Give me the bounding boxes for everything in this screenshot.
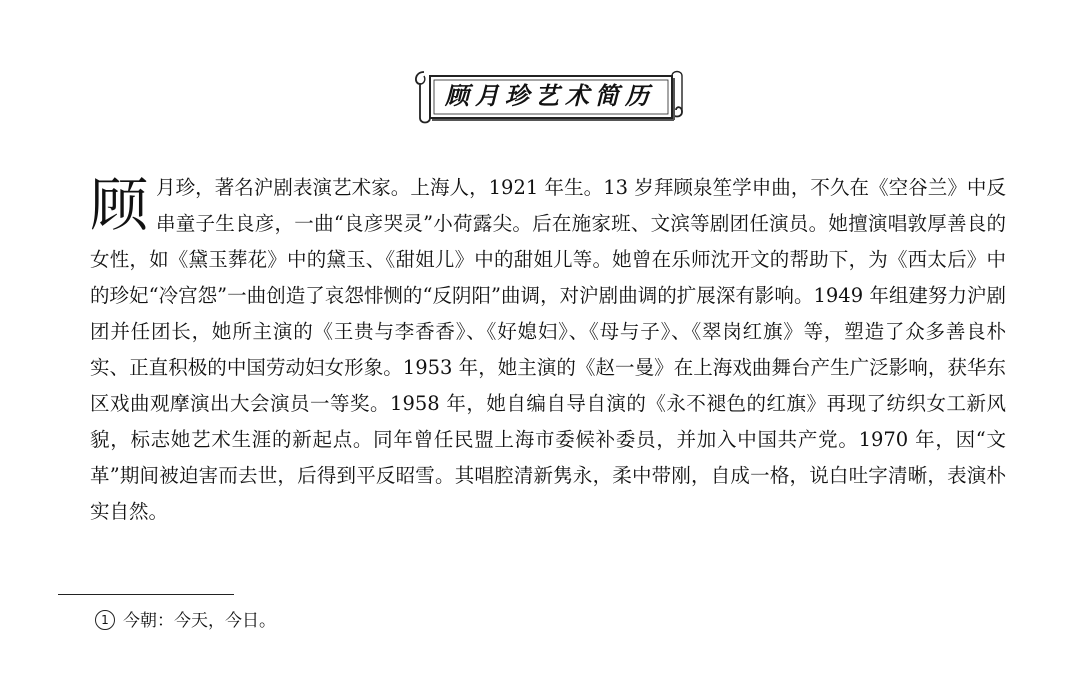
article-title: 顾月珍艺术简历 xyxy=(445,82,655,110)
title-banner xyxy=(410,66,690,128)
footnote xyxy=(95,608,276,634)
footnote-text: 今朝：今天，今日。 xyxy=(123,611,276,631)
drop-cap: 顾 xyxy=(90,171,149,239)
footnote-divider xyxy=(58,594,234,595)
biography-body xyxy=(90,170,1006,530)
footnote-marker: 1 xyxy=(95,610,115,630)
biography-paragraph: 月珍，著名沪剧表演艺术家。上海人，1921 年生。13 岁拜顾泉笙学申曲，不久在《空谷兰》中反串童子生良彦，一曲“良彦哭灵”小荷露尖。后在施家班、文滨等剧团任演员。她擅演唱敦厚善良的女性，如《黛玉葬花》中的黛玉、《甜姐儿》中的甜姐儿等。她曾在乐师沈开文的帮助下，为《西太后》中的珍妃“冷宫怨”一曲创造了哀怨悱恻的“反阴阳”曲调，对沪剧曲调的扩展深有影响。1949 年组建努力沪剧团并任团长，她所主演的《王贵与李香香》、《好媳妇》、《母与子》、《翠岗红旗》等，塑造了众多善良朴实、正直积极的中国劳动妇女形象。1953 年，她主演的《赵一曼》在上海戏曲舞台产生广泛影响，获华东区戏曲观摩演出大会演员一等奖。1958 年，她自编自导自演的《永不褪色的红旗》再现了纺织女工新风貌，标志她艺术生涯的新起点。同年曾任民盟上海市委候补委员，并加入中国共产党。1970 年，因“文革”期间被迫害而去世，后得到平反昭雪。其唱腔清新隽永，柔中带刚，自成一格，说白吐字清晰，表演朴实自然。 xyxy=(90,176,1006,523)
